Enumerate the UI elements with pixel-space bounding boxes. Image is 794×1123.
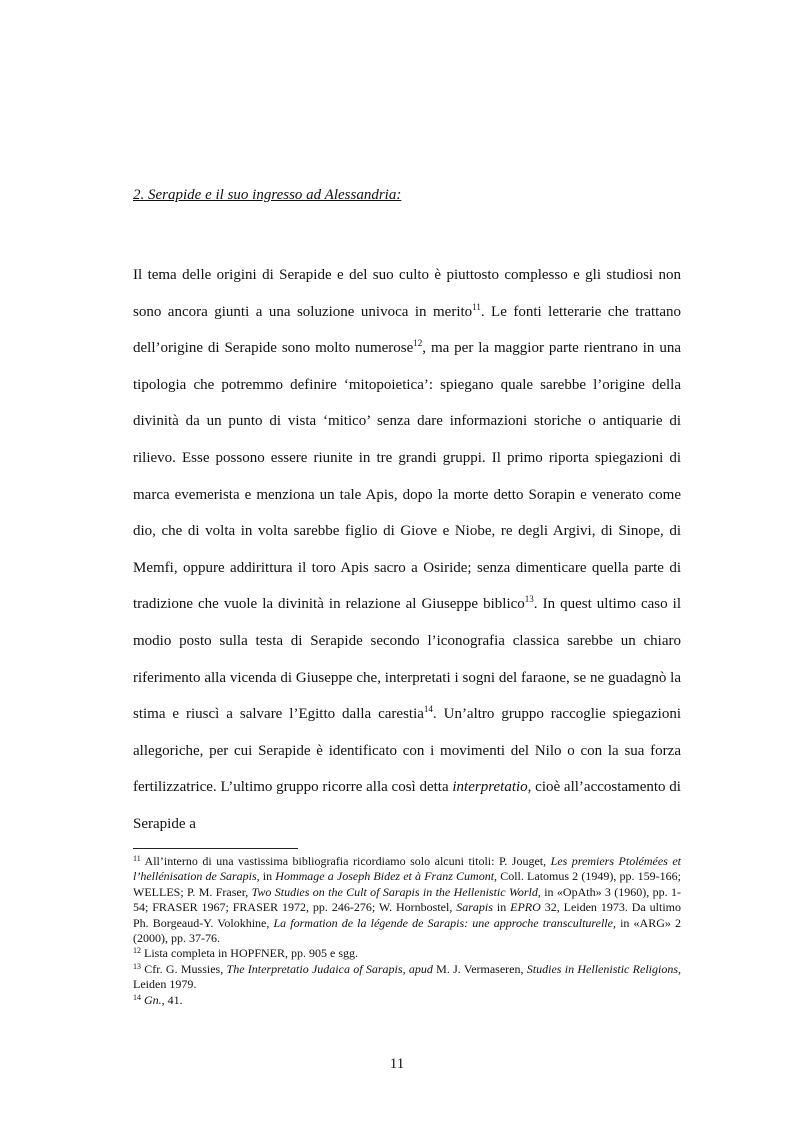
footnote-ref-11[interactable]: 11: [472, 301, 481, 312]
footnote-title: Two Studies on the Cult of Sarapis in the Hellenistic World,: [251, 884, 541, 899]
text-run: Il tema delle origini di Serapide e del suo culto è piuttosto complesso e gli studiosi non sono ancora giunti a una soluzione univoca in merito: [133, 267, 681, 320]
footnote-text: 32, Leiden 1973. Da ultimo Ph. Borgeaud-Y. Volokhine,: [133, 900, 681, 930]
footnote-text: in: [259, 869, 276, 884]
footnote-title: La formation de la légende de Sarapis: une approche transculturelle,: [273, 915, 616, 930]
footnote-number: 11: [133, 854, 141, 863]
body-paragraph: [133, 257, 681, 843]
footnote-number: 13: [133, 961, 141, 971]
footnote-text: in: [492, 900, 511, 915]
footnote-title: EPRO: [510, 900, 541, 915]
italic-term: interpretatio: [452, 779, 528, 796]
footnote-text: Cfr. G. Mussies,: [141, 961, 227, 976]
footnote-title: Les premiers Ptolémées et l’hellénisation de Sarapis,: [133, 854, 681, 884]
footnote-ref-13[interactable]: 13: [524, 594, 534, 605]
footnote-11: [133, 854, 681, 946]
footnote-text: Leiden 1979.: [133, 977, 197, 992]
footnote-12: [133, 946, 681, 961]
text-run: . Un’altro gruppo raccoglie spiegazioni allegoriche, per cui Serapide è identificato con i movimenti del Nilo o con la sua forza fertilizzatrice. L’ultimo gruppo ricorre alla così detta: [133, 706, 681, 796]
text-run: , ma per la maggior parte rientrano in una tipologia che potremmo definire ‘mitopoietica’: spiegano quale sarebbe l’origine della divinità da un punto di vista ‘mitico’ senza dare informazioni storiche o antiquarie di rilievo. Esse possono essere riunite in tre grandi gruppi. Il primo riporta spiegazioni di marca evemerista e menziona un tale Apis, dopo la morte detto Sorapin e venerato come dio, che di volta in volta sarebbe figlio di Giove e Niobe, re degli Argivi, di Sinope, di Memfi, oppure addirittura il toro Apis sacro a Osiride; senza dimenticare quella parte di tradizione che vuole la divinità in relazione al Giuseppe biblico: [133, 340, 681, 613]
text-run: . Le fonti letterarie che trattano dell’origine di Serapide sono molto numerose: [133, 303, 682, 357]
text-run: . In quest ultimo caso il modio posto sulla testa di Serapide secondo l’iconografia classica sarebbe un chiaro riferimento alla vicenda di Giuseppe che, interpretati i sogni del faraone, se ne guadagnò la stima e riuscì a salvare l’Egitto dalla carestia: [133, 596, 682, 723]
footnote-text: in «OpAth» 3 (1960), pp. 1-54; FRASER 1967; FRASER 1972, pp. 246-276; W. Hornbostel,: [133, 884, 681, 915]
footnote-14: [133, 993, 681, 1008]
footnote-ref-12[interactable]: 12: [413, 338, 423, 349]
footnote-title: Gn.: [144, 992, 162, 1007]
footnote-title: Sarapis: [456, 900, 493, 915]
footnote-text: Coll. Latomus 2 (1949), pp. 159-166; WELLES; P. M. Fraser,: [133, 869, 681, 899]
footnote-ref-14[interactable]: 14: [423, 704, 433, 715]
footnote-text: M. J. Vermaseren,: [432, 961, 527, 976]
footnote-text: , 41.: [161, 992, 183, 1007]
section-heading: 2. Serapide e il suo ingresso ad Alessandria:: [133, 187, 402, 203]
text-run: , cioè all’accostamento di Serapide a: [133, 779, 681, 832]
footnote-title: Studies in Hellenistic Religions,: [526, 961, 681, 976]
footnote-text: Lista completa in HOPFNER, pp. 905 e sgg.: [141, 946, 358, 961]
footnote-13: [133, 962, 681, 993]
footnote-number: 12: [133, 946, 141, 956]
footnote-title: The Interpretatio Judaica of Sarapis, apud: [226, 961, 433, 976]
page-number: 11: [389, 1056, 405, 1072]
footnote-text: in «ARG» 2 (2000), pp. 37-76.: [133, 915, 681, 946]
footnote-text: All’interno di una vastissima bibliografia ricordiamo solo alcuni titoli: P. Jouget,: [140, 854, 551, 868]
footnote-number: 14: [133, 992, 141, 1002]
footnote-title: Hommage a Joseph Bidez et à Franz Cumont,: [275, 869, 498, 884]
footnotes: [133, 854, 681, 1008]
footnote-separator: [133, 848, 298, 849]
